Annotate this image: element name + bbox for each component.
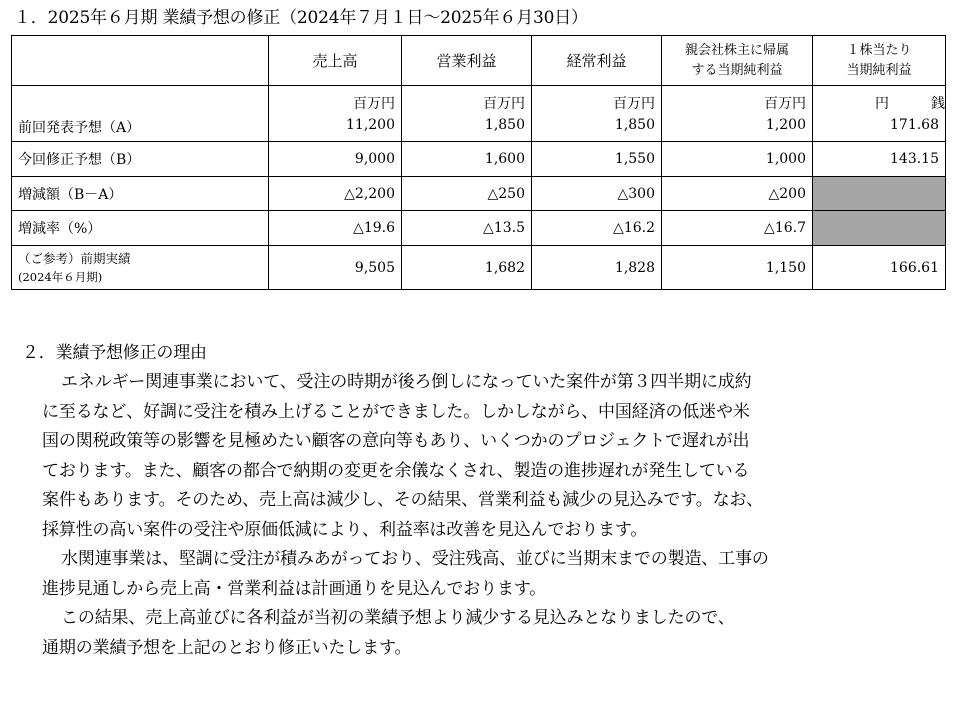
paragraph-line: 水関連事業は、堅調に受注が積みあがっており、受注残高、並びに当期末までの製造、工事の <box>61 549 769 569</box>
header-net-income: 親会社株主に帰属 する当期純利益 <box>662 36 813 86</box>
cell-eps: 143.15 <box>813 142 946 177</box>
cell-operating-profit: △13.5 <box>402 211 532 246</box>
section-1-title: １．2025年６月期 業績予想の修正（2024年７月１日～2025年６月30日） <box>14 8 588 28</box>
header-ordinary-profit: 経常利益 <box>532 36 662 86</box>
paragraph <box>42 368 932 663</box>
section-2-title: ２．業績予想修正の理由 <box>22 343 207 363</box>
cell-net-sales: △2,200 <box>269 177 402 211</box>
cell-net-sales: 9,505 <box>269 246 402 290</box>
cell-operating-profit: 1,682 <box>402 246 532 290</box>
paragraph-line: 進捗見通しから売上高・営業利益は計画通りを見込んでおります。 <box>42 578 547 599</box>
table-row <box>12 211 946 246</box>
paragraph-line: ております。また、顧客の都合で納期の変更を余儀なくされ、製造の進捗遅れが発生している <box>42 460 750 481</box>
cell-ordinary-profit: 1,828 <box>532 246 662 290</box>
row-label: 増減率（%） <box>12 211 269 246</box>
table-row <box>12 142 946 177</box>
table-row <box>12 177 946 211</box>
row-label: （ご参考）前期実績 (2024年６月期) <box>12 246 269 290</box>
row-label: 今回修正予想（B） <box>12 142 269 177</box>
forecast-table <box>11 35 959 290</box>
cell-ordinary-profit: △300 <box>532 177 662 211</box>
cell-net-income: 百万円 1,200 <box>662 86 813 142</box>
table-row <box>12 86 946 142</box>
cell-net-income: △16.7 <box>662 211 813 246</box>
cell-eps: 166.61 <box>813 246 946 290</box>
cell-operating-profit: 1,600 <box>402 142 532 177</box>
paragraph-line: 案件もあります。そのため、売上高は減少し、その結果、営業利益も減少の見込みです。なお、 <box>42 490 764 510</box>
table-header-row <box>12 36 946 86</box>
header-empty <box>12 36 269 86</box>
paragraph-line: に至るなど、好調に受注を積み上げることができました。しかしながら、中国経済の低迷や米 <box>42 401 750 422</box>
cell-operating-profit: △250 <box>402 177 532 211</box>
cell-ordinary-profit: 百万円 1,850 <box>532 86 662 142</box>
paragraph-line: この結果、売上高並びに各利益が当初の業績予想より減少する見込みとなりましたので、 <box>61 608 735 628</box>
cell-net-sales: 9,000 <box>269 142 402 177</box>
cell-net-sales: △19.6 <box>269 211 402 246</box>
row-label: 前回発表予想（A） <box>12 86 269 142</box>
paragraph-line: 通期の業績予想を上記のとおり修正いたします。 <box>42 637 412 658</box>
cell-operating-profit: 百万円 1,850 <box>402 86 532 142</box>
paragraph-line: 採算性の高い案件の受注や原価低減により、利益率は改善を見込んでおります。 <box>42 519 648 540</box>
paragraph-line: 国の関税政策等の影響を見極めたい顧客の意向等もあり、いくつかのプロジェクトで遅れが出 <box>42 431 750 451</box>
cell-eps-blank <box>813 177 946 211</box>
paragraph-line: エネルギー関連事業において、受注の時期が後ろ倒しになっていた案件が第３四半期に成約 <box>61 372 752 392</box>
cell-eps-blank <box>813 211 946 246</box>
header-eps: １株当たり 当期純利益 <box>813 36 946 86</box>
table-row <box>12 246 946 290</box>
cell-ordinary-profit: 1,550 <box>532 142 662 177</box>
header-operating-profit: 営業利益 <box>402 36 532 86</box>
header-net-sales: 売上高 <box>269 36 402 86</box>
cell-eps: 円 銭 171.68 <box>813 86 946 142</box>
cell-net-sales: 百万円 11,200 <box>269 86 402 142</box>
cell-net-income: △200 <box>662 177 813 211</box>
cell-net-income: 1,150 <box>662 246 813 290</box>
cell-net-income: 1,000 <box>662 142 813 177</box>
row-label: 増減額（B－A） <box>12 177 269 211</box>
cell-ordinary-profit: △16.2 <box>532 211 662 246</box>
